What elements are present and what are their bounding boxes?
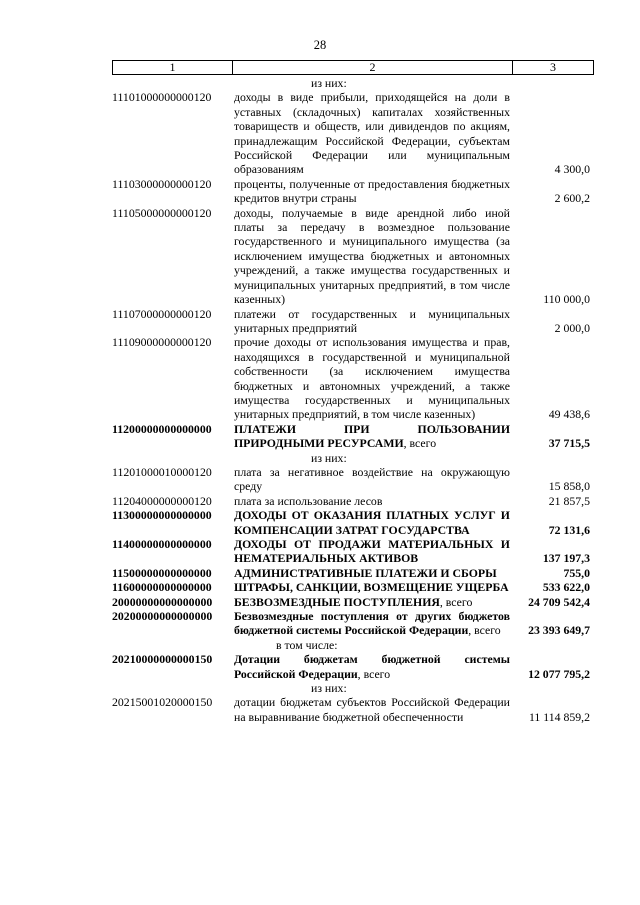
budget-code bbox=[112, 76, 231, 90]
table-row bbox=[112, 90, 590, 176]
table-row bbox=[112, 335, 590, 421]
row-description bbox=[231, 595, 510, 609]
amount-value: 4 300,0 bbox=[554, 162, 590, 177]
amount-value: 533 622,0 bbox=[542, 580, 590, 595]
amount-value: 23 393 649,7 bbox=[528, 623, 590, 638]
description-text: проценты, полученные от предоставления бюджетных кредитов внутри страны bbox=[234, 176, 510, 206]
budget-code: 11101000000000120 bbox=[112, 90, 212, 105]
description-text: из них: bbox=[311, 76, 347, 90]
description-text: Дотации бюджетам бюджетной системы Российской Федерации bbox=[234, 652, 510, 681]
row-description bbox=[231, 76, 510, 90]
description-text: плата за использование лесов bbox=[234, 493, 383, 508]
budget-code: 11400000000000000 bbox=[112, 537, 212, 551]
amount-value bbox=[510, 451, 590, 465]
budget-code: 20210000000000150 bbox=[112, 652, 213, 667]
budget-code: 11103000000000120 bbox=[112, 176, 212, 191]
amount-value: 2 600,2 bbox=[554, 191, 590, 206]
description-text: прочие доходы от использования имущества и прав, находящихся в государственной и муниципальной собственности (за исключением имущества бюджетных и автономных учреждений, а также имущества государственных и муниципальных унитарных предприятий, в том числе казенных) bbox=[234, 335, 510, 422]
row-description bbox=[231, 177, 510, 206]
amount-value: 21 857,5 bbox=[548, 493, 590, 508]
budget-code: 11500000000000000 bbox=[112, 565, 212, 580]
budget-code: 11105000000000120 bbox=[112, 205, 212, 220]
table-row bbox=[112, 307, 590, 336]
amount-value: 110 000,0 bbox=[543, 292, 590, 307]
amount-value: 24 709 542,4 bbox=[528, 594, 590, 609]
description-text: доходы, получаемые в виде арендной либо иной платы за передачу в возмездное пользование государственного и муниципального имущества (за исключением имущества бюджетных и автономных учреждений, а также имущества государственных и муниципальных унитарных предприятий, в том числе казенных) bbox=[234, 205, 510, 307]
table-row bbox=[112, 609, 590, 638]
budget-code: 20215001020000150 bbox=[112, 695, 213, 710]
row-description bbox=[231, 695, 510, 724]
table-row bbox=[112, 595, 590, 609]
description-text: в том числе: bbox=[276, 637, 338, 652]
table-row bbox=[112, 177, 590, 206]
table-row bbox=[112, 695, 590, 724]
header-col-3: 3 bbox=[550, 60, 556, 74]
budget-code: 11300000000000000 bbox=[112, 508, 212, 523]
amount-value: 15 858,0 bbox=[548, 479, 590, 494]
table-row bbox=[112, 566, 590, 580]
row-description bbox=[231, 537, 510, 566]
table-row bbox=[112, 580, 590, 594]
budget-code bbox=[112, 451, 231, 465]
amount-value bbox=[510, 76, 590, 90]
amount-value: 2 000,0 bbox=[554, 320, 590, 335]
description-text: из них: bbox=[311, 450, 347, 465]
description-text: из них: bbox=[311, 681, 347, 696]
description-text: платежи от государственных и муниципальных унитарных предприятий bbox=[234, 306, 510, 335]
description-suffix: , всего bbox=[403, 436, 437, 451]
budget-table-body bbox=[112, 76, 590, 724]
description-suffix: , всего bbox=[439, 594, 473, 609]
budget-code: 20200000000000000 bbox=[112, 609, 213, 624]
table-row bbox=[112, 76, 590, 90]
description-text: плата за негативное воздействие на окружающую среду bbox=[234, 464, 510, 494]
description-text: доходы в виде прибыли, приходящейся на доли в уставных (складочных) капиталах хозяйственных товариществ и обществ, или дивидендов по акциям, принадлежащим Российской Федерации, субъектам Российской Федерации или муниципальным образованиям bbox=[234, 90, 510, 177]
description-text: БЕЗВОЗМЕЗДНЫЕ ПОСТУПЛЕНИЯ bbox=[234, 594, 440, 609]
row-description bbox=[231, 652, 510, 681]
amount-value: 11 114 859,2 bbox=[528, 709, 590, 724]
table-row bbox=[112, 422, 590, 451]
budget-code: 11109000000000120 bbox=[112, 335, 212, 350]
table-row bbox=[112, 681, 590, 695]
row-description bbox=[231, 566, 510, 580]
budget-code: 11107000000000120 bbox=[112, 306, 212, 321]
table-row bbox=[112, 494, 590, 508]
budget-code: 11201000010000120 bbox=[112, 464, 212, 479]
amount-value: 137 197,3 bbox=[542, 551, 590, 566]
description-text: Безвозмездные поступления от других бюджетов бюджетной системы Российской Федерации bbox=[234, 609, 510, 638]
amount-value: 49 438,6 bbox=[548, 407, 590, 422]
budget-code: 20000000000000000 bbox=[112, 594, 213, 609]
description-suffix: , всего bbox=[468, 623, 501, 638]
row-description bbox=[231, 508, 510, 537]
description-text: дотации бюджетам субъектов Российской Федерации на выравнивание бюджетной обеспеченности bbox=[234, 695, 510, 724]
amount-value: 12 077 795,2 bbox=[528, 666, 590, 681]
row-description bbox=[231, 451, 510, 465]
amount-value bbox=[510, 638, 590, 652]
table-row bbox=[112, 508, 590, 537]
amount-value: 37 715,5 bbox=[548, 436, 590, 451]
header-col-1: 1 bbox=[113, 61, 233, 74]
table-row bbox=[112, 537, 590, 566]
row-description bbox=[231, 681, 510, 695]
row-description bbox=[231, 638, 510, 652]
row-description bbox=[231, 335, 510, 421]
budget-code: 11204000000000120 bbox=[112, 493, 212, 508]
table-row bbox=[112, 451, 590, 465]
budget-code: 11200000000000000 bbox=[112, 421, 212, 436]
header-col-2: 2 bbox=[233, 61, 513, 74]
table-row bbox=[112, 465, 590, 494]
page-number: 28 bbox=[313, 38, 327, 52]
row-description bbox=[231, 422, 510, 451]
row-description bbox=[231, 206, 510, 307]
description-text: ПЛАТЕЖИ ПРИ ПОЛЬЗОВАНИИ ПРИРОДНЫМИ РЕСУРСАМИ bbox=[234, 421, 510, 451]
row-description bbox=[231, 580, 510, 594]
amount-value bbox=[510, 681, 590, 695]
amount-value: 755,0 bbox=[563, 565, 590, 580]
budget-code bbox=[112, 681, 231, 695]
row-description bbox=[231, 465, 510, 494]
description-text: АДМИНИСТРАТИВНЫЕ ПЛАТЕЖИ И СБОРЫ bbox=[234, 565, 497, 580]
table-row bbox=[112, 638, 590, 652]
description-text: ДОХОДЫ ОТ ОКАЗАНИЯ ПЛАТНЫХ УСЛУГ И КОМПЕНСАЦИИ ЗАТРАТ ГОСУДАРСТВА bbox=[234, 508, 510, 537]
table-header bbox=[112, 60, 594, 75]
table-row bbox=[112, 652, 590, 681]
description-text: ДОХОДЫ ОТ ПРОДАЖИ МАТЕРИАЛЬНЫХ И НЕМАТЕРИАЛЬНЫХ АКТИВОВ bbox=[234, 537, 510, 566]
budget-code bbox=[112, 638, 231, 652]
description-suffix: , всего bbox=[357, 666, 391, 681]
row-description bbox=[231, 494, 510, 508]
row-description bbox=[231, 307, 510, 336]
row-description bbox=[231, 609, 510, 638]
table-row bbox=[112, 206, 590, 307]
amount-value: 72 131,6 bbox=[548, 522, 590, 537]
row-description bbox=[231, 90, 510, 176]
budget-code: 11600000000000000 bbox=[112, 580, 212, 595]
description-text: ШТРАФЫ, САНКЦИИ, ВОЗМЕЩЕНИЕ УЩЕРБА bbox=[234, 580, 509, 595]
